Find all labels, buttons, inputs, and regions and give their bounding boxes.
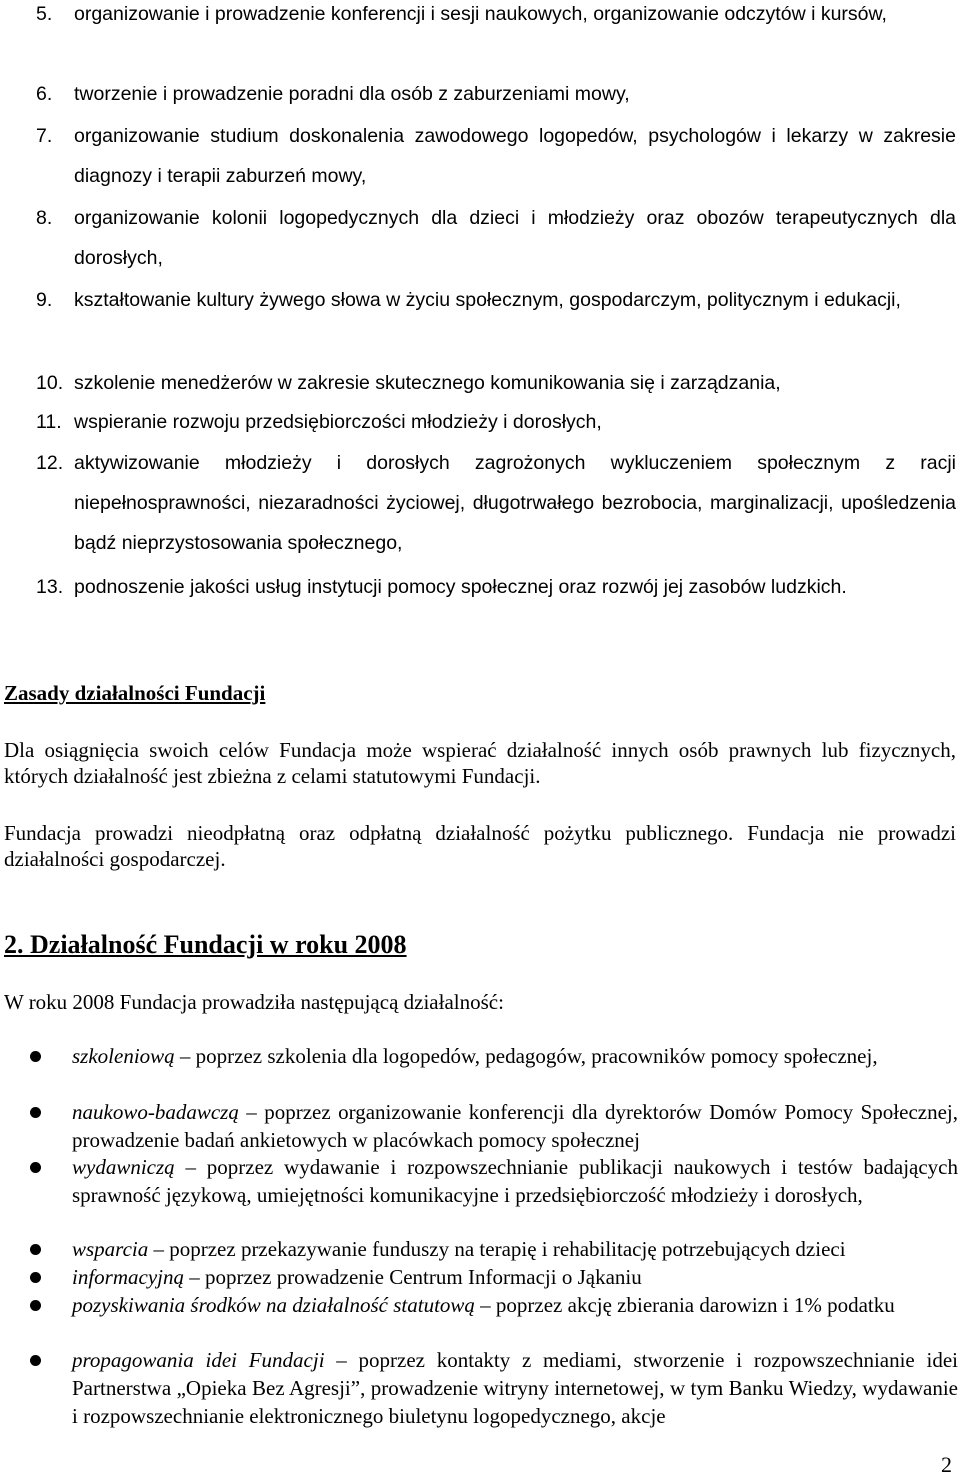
item-number: 9. [36, 289, 53, 311]
bullet-dot-icon [30, 1162, 41, 1173]
item-text: organizowanie kolonii logopedycznych dla dzieci i młodzieży oraz obozów terapeutycznych dla dorosłych, [74, 207, 956, 269]
bullet-dot-icon [30, 1355, 41, 1366]
list-item [36, 74, 956, 114]
bullet-text: – poprzez prowadzenie Centrum Informacji o Jąkaniu [183, 1265, 642, 1289]
paragraph: Fundacja prowadzi nieodpłatną oraz odpłatną działalność pożytku publicznego. Fundacja nie prowadzi działalności gospodarczej. [4, 821, 956, 871]
item-number: 12. [36, 452, 64, 474]
bullet-item [32, 1263, 958, 1291]
bullet-dot-icon [30, 1272, 41, 1283]
bullet-item [32, 1235, 958, 1263]
section-heading: Zasady działalności Fundacji [4, 681, 266, 705]
item-text: organizowanie studium doskonalenia zawodowego logopedów, psychologów i lekarzy w zakresie diagnozy i terapii zaburzeń mowy, [74, 125, 956, 187]
page-number: 2 [941, 1452, 952, 1477]
list-item [36, 116, 956, 196]
bullet-text: – poprzez organizowanie konferencji dla dyrektorów Domów Pomocy Społecznej, prowadzenie badań ankietowych w placówkach pomocy społecznej [72, 1100, 958, 1152]
bullet-term: pozyskiwania środków na działalność statutową [72, 1293, 475, 1317]
bullet-term: szkoleniową [72, 1044, 175, 1068]
item-number: 8. [36, 207, 53, 229]
bullet-term: wsparcia [72, 1237, 149, 1261]
item-number: 11. [36, 411, 62, 433]
bullet-item [32, 1042, 958, 1070]
intro-text: W roku 2008 Fundacja prowadziła następującą działalność: [4, 990, 504, 1014]
bullet-text: – poprzez kontakty z mediami, stworzenie i rozpowszechnianie idei Partnerstwa „Opieka Bez Agresji”, prowadzenie witryny internetowej, w tym Banku Wiedzy, wydawanie i rozpowszechnianie elektronicznego biuletynu logopedycznego, akcje [72, 1348, 958, 1428]
item-number: 6. [36, 83, 53, 105]
item-text: podnoszenie jakości usług instytucji pomocy społecznej oraz rozwój jej zasobów ludzkich. [74, 576, 847, 598]
section-heading: 2. Działalność Fundacji w roku 2008 [4, 930, 407, 959]
bullet-term: propagowania idei Fundacji [72, 1348, 325, 1372]
list-item [36, 443, 956, 563]
list-item [36, 0, 956, 34]
bullet-item [32, 1291, 958, 1319]
item-text: szkolenie menedżerów w zakresie skutecznego komunikowania się i zarządzania, [74, 372, 781, 394]
bullet-text: – poprzez akcję zbierania darowizn i 1% podatku [474, 1293, 895, 1317]
bullet-dot-icon [30, 1051, 41, 1062]
item-text: organizowanie i prowadzenie konferencji i sesji naukowych, organizowanie odczytów i kursów, [74, 3, 887, 25]
bullet-term: informacyjną [72, 1265, 184, 1289]
bullet-item [32, 1153, 958, 1209]
item-number: 5. [36, 3, 53, 25]
item-text: aktywizowanie młodzieży i dorosłych zagrożonych wykluczeniem społecznym z racji niepełnosprawności, niezaradności życiowej, długotrwałego bezrobocia, marginalizacji, upośledzenia bądź nieprzystosowania społecznego, [74, 452, 956, 554]
list-item [36, 567, 956, 607]
bullet-item [32, 1346, 958, 1430]
item-text: kształtowanie kultury żywego słowa w życiu społecznym, gospodarczym, politycznym i edukacji, [74, 289, 901, 311]
list-item [36, 198, 956, 278]
bullet-text: – poprzez szkolenia dla logopedów, pedagogów, pracowników pomocy społecznej, [174, 1044, 878, 1068]
list-item [36, 407, 956, 437]
item-text: wspieranie rozwoju przedsiębiorczości młodzieży i dorosłych, [74, 411, 602, 433]
bullet-term: wydawniczą [72, 1155, 175, 1179]
bullet-term: naukowo-badawczą [72, 1100, 239, 1124]
item-text: tworzenie i prowadzenie poradni dla osób z zaburzeniami mowy, [74, 83, 630, 105]
list-item [36, 280, 956, 320]
bullet-item [32, 1098, 958, 1154]
bullet-dot-icon [30, 1244, 41, 1255]
bullet-dot-icon [30, 1300, 41, 1311]
bullet-text: – poprzez wydawanie i rozpowszechnianie publikacji naukowych i testów badających sprawność językową, umiejętności komunikacyjne i przedsiębiorczość młodzieży i dorosłych, [72, 1155, 958, 1207]
list-item [36, 368, 956, 398]
item-number: 7. [36, 125, 53, 147]
paragraph: Dla osiągnięcia swoich celów Fundacja może wspierać działalność innych osób prawnych lub fizycznych, których działalność jest zbieżna z celami statutowymi Fundacji. [4, 738, 956, 788]
bullet-text: – poprzez przekazywanie funduszy na terapię i rehabilitację potrzebujących dzieci [148, 1237, 846, 1261]
bullet-dot-icon [30, 1107, 41, 1118]
item-number: 13. [36, 576, 64, 598]
item-number: 10. [36, 372, 64, 394]
